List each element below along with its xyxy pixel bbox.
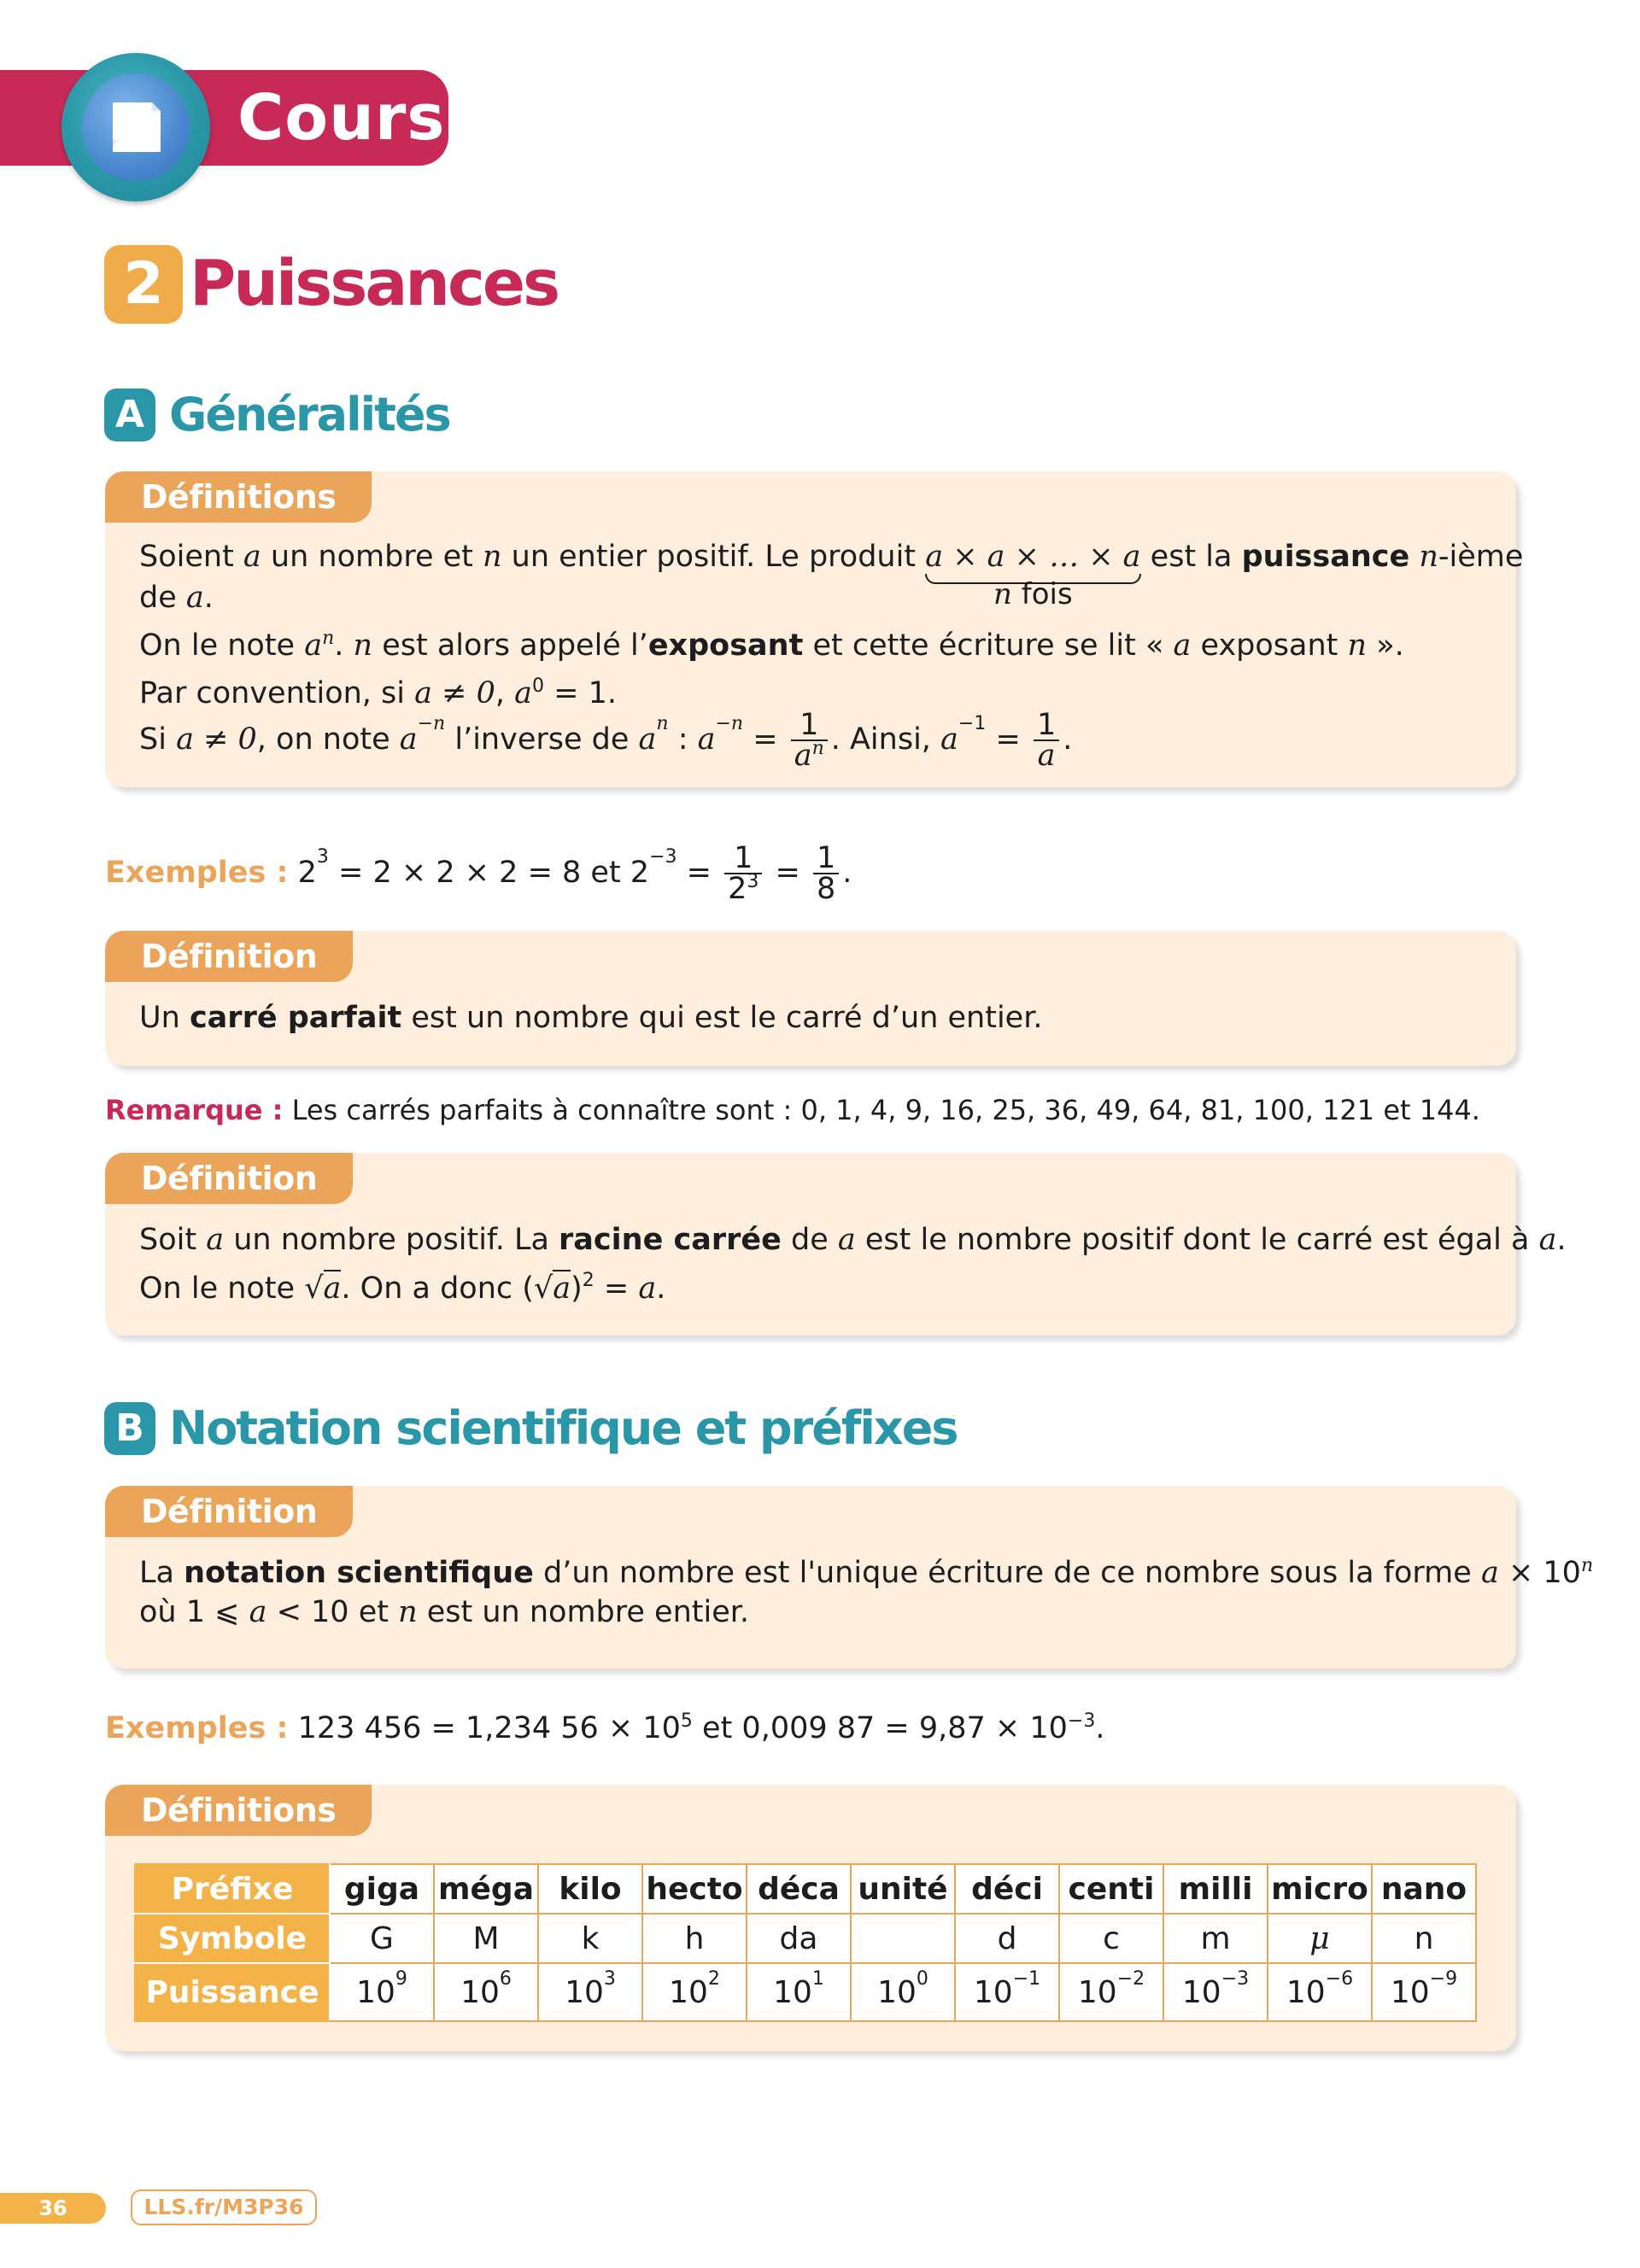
- prefix-cell: unité: [851, 1864, 955, 1914]
- definitions-box-prefixes: [105, 1785, 1516, 2051]
- subsection-a-title: Généralités: [169, 388, 450, 441]
- power-cell: $10^0$: [851, 1963, 955, 2021]
- prefix-cell: méga: [434, 1864, 538, 1914]
- symbol-cell: n: [1372, 1914, 1476, 1963]
- prefix-cell: déca: [747, 1864, 851, 1914]
- section-title: Puissances: [190, 247, 559, 320]
- def1-line3: On le note $a^n$. n est alors appelé l’exposant et cette écriture se lit « a exposant n ».: [139, 628, 1404, 663]
- underbraced-product: a × a × … × a n fois: [925, 540, 1141, 611]
- fraction-one-over-a-n: $\frac{1}{a^n}$: [791, 710, 828, 770]
- power-cell: $10^{-9}$: [1372, 1963, 1476, 2021]
- prefix-table: [134, 1863, 1477, 2022]
- def1-line4: Par convention, si a ≠ 0, $a^0 = 1$.: [139, 675, 617, 710]
- prefix-cell: milli: [1163, 1864, 1268, 1914]
- power-cell: $10^6$: [434, 1963, 538, 2021]
- symbol-cell: m: [1163, 1914, 1268, 1963]
- row-header-power: Puissance: [135, 1963, 330, 2021]
- prefix-cell: déci: [955, 1864, 1059, 1914]
- definitions-box-powers: [105, 471, 1524, 787]
- prefix-cell: nano: [1372, 1864, 1476, 1914]
- symbol-cell: c: [1059, 1914, 1163, 1963]
- def1-line5: Si a ≠ 0, on note $a^{-n}$ l’inverse de $a^n$ : $a^{-n}$ = $\frac{1}{a^n}$ . Ainsi, $a^{-1}$ = $\frac{1}{a}$ .: [139, 708, 1073, 773]
- fraction-one-over-eight: $\frac{1}{8}$: [813, 844, 839, 903]
- symbol-cell: k: [538, 1914, 642, 1963]
- def1-line1: Soient a un nombre et n un entier positif. Le produit a × a × … × a n fois est la puissance n-ième: [139, 536, 1523, 584]
- def2-line1: Un carré parfait est un nombre qui est le carré d’un entier.: [139, 1001, 1043, 1035]
- cours-logo-icon: [62, 53, 210, 202]
- power-cell: $10^{-2}$: [1059, 1963, 1163, 2021]
- power-cell: $10^3$: [538, 1963, 642, 2021]
- fraction-one-over-a: $\frac{1}{a}$: [1034, 710, 1059, 770]
- example-scientific-notation: Exemples : 123 456 = 1,234 $56 \times 10^5$ et 0,009 $87 = 9,87 \times 10^{-3}$.: [105, 1710, 1105, 1745]
- fraction-one-over-two-cubed: $\frac{1}{2^3}$: [724, 844, 762, 903]
- power-cell: $10^1$: [747, 1963, 851, 2021]
- power-cell: $10^{-1}$: [955, 1963, 1059, 2021]
- page-number: 36: [0, 2193, 106, 2224]
- power-cell: $10^2$: [642, 1963, 747, 2021]
- prefix-cell: giga: [330, 1864, 434, 1914]
- def4-line2: où 1 ⩽ a < 10 et n est un nombre entier.: [139, 1595, 750, 1629]
- subsection-b-title: Notation scientifique et préfixes: [169, 1401, 958, 1455]
- table-row-prefixes: [135, 1864, 1476, 1914]
- definition-tag: Définition: [105, 1486, 353, 1537]
- subsection-a-badge: A: [104, 389, 155, 441]
- definition-tag: Définition: [105, 931, 353, 982]
- symbol-cell: μ: [1268, 1914, 1372, 1963]
- example-powers: Exemples : $2^3 = 2 \times 2 \times 2 = 8$ et $2^{-3}$ = $\frac{1}{2^3}$ = $\frac{1}{8}$ .: [105, 841, 852, 906]
- subsection-b-badge: B: [104, 1402, 155, 1455]
- remark-perfect-squares: Remarque : Les carrés parfaits à connaître sont : 0, 1, 4, 9, 16, 25, 36, 49, 64, 81, 100, 121 et 144.: [105, 1094, 1480, 1126]
- symbol-cell: d: [955, 1914, 1059, 1963]
- power-cell: $10^9$: [330, 1963, 434, 2021]
- def4-line1: La notation scientifique d’un nombre est l'unique écriture de ce nombre sous la forme $a \times 10^n$: [139, 1555, 1594, 1590]
- prefix-cell: hecto: [642, 1864, 747, 1914]
- def1-line2: de a.: [139, 581, 214, 615]
- row-header-symbol: Symbole: [135, 1914, 330, 1963]
- symbol-cell: G: [330, 1914, 434, 1963]
- def3-line1: Soit a un nombre positif. La racine carrée de a est le nombre positif dont le carré est égal à a.: [139, 1223, 1567, 1257]
- prefix-cell: kilo: [538, 1864, 642, 1914]
- definition-box-square-root: [105, 1153, 1567, 1336]
- symbol-cell: h: [642, 1914, 747, 1963]
- symbol-cell: [851, 1914, 955, 1963]
- cours-label: Cours: [237, 81, 446, 155]
- definition-box-scientific-notation: [105, 1486, 1594, 1669]
- definition-tag: Définition: [105, 1153, 353, 1204]
- prefix-cell: micro: [1268, 1864, 1372, 1914]
- definition-box-perfect-square: [105, 931, 1516, 1066]
- def3-line2: On le note √a. On a donc $(√a)^2 = a$.: [139, 1270, 666, 1306]
- section-number-badge: 2: [104, 245, 183, 324]
- table-row-symbols: [135, 1914, 1476, 1963]
- power-cell: $10^{-3}$: [1163, 1963, 1268, 2021]
- footer-link[interactable]: LLS.fr/M3P36: [131, 2189, 317, 2225]
- definitions-tag: Définitions: [105, 1785, 372, 1836]
- table-row-powers: [135, 1963, 1476, 2021]
- row-header-prefix: Préfixe: [135, 1864, 330, 1914]
- symbol-cell: M: [434, 1914, 538, 1963]
- prefix-cell: centi: [1059, 1864, 1163, 1914]
- definitions-tag: Définitions: [105, 471, 372, 523]
- symbol-cell: da: [747, 1914, 851, 1963]
- power-cell: $10^{-6}$: [1268, 1963, 1372, 2021]
